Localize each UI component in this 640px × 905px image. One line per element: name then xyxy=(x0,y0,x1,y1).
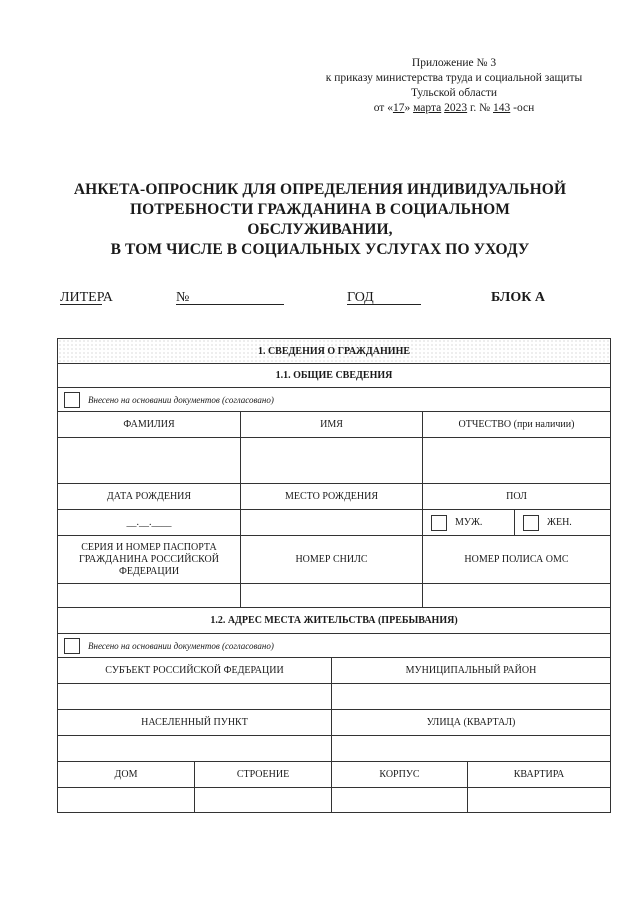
appendix-number: Приложение № 3 xyxy=(411,57,497,69)
section-1-row xyxy=(58,339,610,363)
docs-note-1 xyxy=(58,388,610,411)
documents-header-row xyxy=(58,535,610,583)
name-header: ИМЯ xyxy=(240,412,422,437)
locality-header-row xyxy=(58,709,610,735)
female-option[interactable] xyxy=(514,510,610,535)
document-title xyxy=(60,180,580,260)
form-meta-line xyxy=(60,290,600,312)
building-header: СТРОЕНИЕ xyxy=(194,762,331,787)
order-month: марта xyxy=(413,102,442,114)
year-blank[interactable] xyxy=(347,290,421,305)
date-prefix: от « xyxy=(373,102,393,114)
docs-checkbox-2[interactable] xyxy=(64,638,80,654)
male-option[interactable] xyxy=(422,510,514,535)
korpus-header: КОРПУС xyxy=(331,762,467,787)
number-blank[interactable] xyxy=(176,290,284,305)
female-checkbox[interactable] xyxy=(523,515,539,531)
docs-note-1-text: Внесено на основании документов (согласовано) xyxy=(88,394,274,405)
passport-header: СЕРИЯ И НОМЕР ПАСПОРТА ГРАЖДАНИНА РОССИЙСКОЙ ФЕДЕРАЦИИ xyxy=(78,541,220,577)
order-date-line xyxy=(304,101,604,116)
docs-checkbox-1[interactable] xyxy=(64,392,80,408)
surname-header: ФАМИЛИЯ xyxy=(123,419,175,430)
district-header: МУНИЦИПАЛЬНЫЙ РАЙОН xyxy=(331,658,610,683)
docs-note-2-text: Внесено на основании документов (согласовано) xyxy=(88,640,274,651)
subsection-1-2-title: 1.2. АДРЕС МЕСТА ЖИТЕЛЬСТВА (ПРЕБЫВАНИЯ) xyxy=(210,615,458,626)
street-input[interactable] xyxy=(331,736,610,761)
citizen-info-table xyxy=(57,338,611,813)
birth-date-header: ДАТА РОЖДЕНИЯ xyxy=(106,491,192,502)
docs-note-2 xyxy=(58,634,610,657)
block-label: БЛОК А xyxy=(491,290,545,305)
male-checkbox[interactable] xyxy=(431,515,447,531)
order-day: 17 xyxy=(392,102,405,114)
subsection-1-2-row xyxy=(58,607,610,633)
subject-header: СУБЪЕКТ РОССИЙСКОЙ ФЕДЕРАЦИИ xyxy=(105,665,284,676)
male-label: МУЖ. xyxy=(455,517,483,528)
locality-input-row xyxy=(58,735,610,761)
appendix-header xyxy=(304,56,604,116)
name-input-row xyxy=(58,437,610,483)
street-header: УЛИЦА (КВАРТАЛ) xyxy=(331,710,610,735)
district-input[interactable] xyxy=(331,684,610,709)
docs-note-row-2 xyxy=(58,633,610,657)
birth-header-row xyxy=(58,483,610,509)
patronymic-input[interactable] xyxy=(422,438,610,483)
region-input-row xyxy=(58,683,610,709)
apartment-header: КВАРТИРА xyxy=(467,762,610,787)
korpus-input[interactable] xyxy=(331,788,467,812)
birth-place-input[interactable] xyxy=(240,510,422,535)
subject-input[interactable] xyxy=(58,684,331,709)
subsection-1-1-title: 1.1. ОБЩИЕ СВЕДЕНИЯ xyxy=(275,370,393,381)
birth-date-input[interactable]: __.__.____ xyxy=(126,517,172,528)
order-reference: к приказу министерства труда и социальной защиты xyxy=(325,72,583,84)
building-input[interactable] xyxy=(194,788,331,812)
order-suffix: -осн xyxy=(510,102,535,114)
birth-place-header: МЕСТО РОЖДЕНИЯ xyxy=(240,484,422,509)
docs-note-row xyxy=(58,387,610,411)
house-input-row xyxy=(58,787,610,812)
documents-input-row xyxy=(58,583,610,607)
sex-header: ПОЛ xyxy=(422,484,610,509)
locality-header: НАСЕЛЕННЫЙ ПУНКТ xyxy=(141,717,248,728)
litera-label: ЛИТЕРА xyxy=(60,290,113,305)
passport-input[interactable] xyxy=(58,584,240,607)
house-header-row xyxy=(58,761,610,787)
female-label: ЖЕН. xyxy=(547,517,572,528)
region-name: Тульской области xyxy=(410,87,497,99)
snils-header: НОМЕР СНИЛС xyxy=(240,536,422,583)
order-year: 2023 xyxy=(444,102,468,114)
snils-input[interactable] xyxy=(240,584,422,607)
date-suffix: г. № xyxy=(467,102,494,114)
section-1-title: 1. СВЕДЕНИЯ О ГРАЖДАНИНЕ xyxy=(58,339,610,363)
title-line-1: АНКЕТА-ОПРОСНИК ДЛЯ ОПРЕДЕЛЕНИЯ ИНДИВИДУАЛЬНОЙ xyxy=(73,181,567,198)
apartment-input[interactable] xyxy=(467,788,610,812)
title-line-2: ПОТРЕБНОСТИ ГРАЖДАНИНА В СОЦИАЛЬНОМ ОБСЛУЖИВАНИИ, xyxy=(129,201,511,238)
order-number: 143 xyxy=(493,102,511,114)
locality-input[interactable] xyxy=(58,736,331,761)
year-label: ГОД xyxy=(347,290,374,305)
region-header-row xyxy=(58,657,610,683)
surname-input[interactable] xyxy=(58,438,240,483)
name-input[interactable] xyxy=(240,438,422,483)
subsection-1-1-row xyxy=(58,363,610,387)
title-line-3: В ТОМ ЧИСЛЕ В СОЦИАЛЬНЫХ УСЛУГАХ ПО УХОДУ xyxy=(110,241,530,258)
oms-input[interactable] xyxy=(422,584,610,607)
house-header: ДОМ xyxy=(114,769,138,780)
litera-blank[interactable] xyxy=(60,290,102,305)
date-mid: » xyxy=(404,102,414,114)
birth-input-row xyxy=(58,509,610,535)
number-label: № xyxy=(176,290,190,305)
house-input[interactable] xyxy=(58,788,194,812)
oms-header: НОМЕР ПОЛИСА ОМС xyxy=(422,536,610,583)
name-header-row xyxy=(58,411,610,437)
patronymic-header: ОТЧЕСТВО (при наличии) xyxy=(422,412,610,437)
